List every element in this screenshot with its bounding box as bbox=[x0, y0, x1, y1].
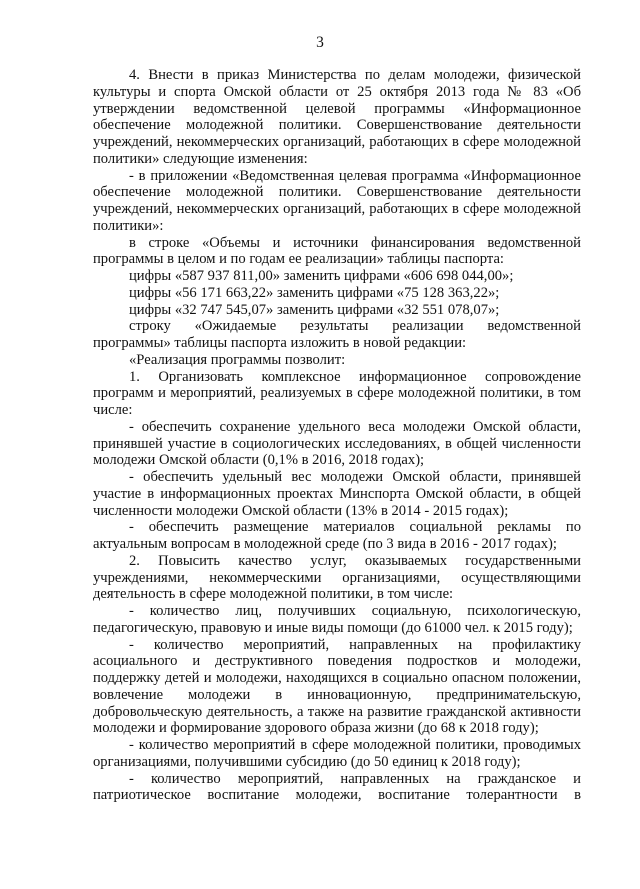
paragraph-goal-1-bullet-2: - обеспечить удельный вес молодежи Омской области, принявшей участие в информационных проектах Минспорта Омской области, в общей численности молодежи Омской области (13% в 2014 - 2015 годах); bbox=[93, 469, 581, 519]
paragraph-item-4: 4. Внести в приказ Министерства по делам молодежи, физической культуры и спорта Омской области от 25 октября 2013 года № 83 «Об утверждении ведомственной целевой программы «Информационное обеспечение молодежной политики. Совершенствование деятельности учреждений, некоммерческих организаций, работающих в сфере молодежной политики» следующие изменения: bbox=[93, 67, 581, 167]
paragraph-goal-2-bullet-1: - количество лиц, получивших социальную, психологическую, педагогическую, правовую и иные виды помощи (до 61000 чел. к 2015 году); bbox=[93, 603, 581, 636]
paragraph-goal-1: 1. Организовать комплексное информационное сопровождение программ и мероприятий, реализуемых в сфере молодежной политики, в том числе: bbox=[93, 368, 581, 418]
paragraph-goal-2-bullet-3: - количество мероприятий в сфере молодежной политики, проводимых организациями, получившими субсидию (до 50 единиц к 2018 году); bbox=[93, 737, 581, 770]
paragraph-program-allows: «Реализация программы позволит: bbox=[129, 351, 346, 368]
page-number: 3 bbox=[316, 34, 324, 51]
paragraph-appendix-intro: - в приложении «Ведомственная целевая программа «Информационное обеспечение молодежной политики. Совершенствование деятельности учреждений, некоммерческих организаций, работающих в сфере молодежной политики»: bbox=[93, 167, 581, 234]
paragraph-goal-1-bullet-3: - обеспечить размещение материалов социальной рекламы по актуальным вопросам в молодежной среде (по 3 вида в 2016 - 2017 годах); bbox=[93, 519, 581, 552]
paragraph-goal-2-bullet-2: - количество мероприятий, направленных на профилактику асоциального и деструктивного поведения подростков и молодежи, поддержку детей и молодежи, находящихся в социально опасном положении, вовлечение молодежи в инновационную, предпринимательскую, добровольческую деятельность, а также на развитие гражданской активности молодежи и формирование здорового образа жизни (до 68 к 2018 году); bbox=[93, 636, 581, 737]
document-body bbox=[93, 67, 581, 804]
paragraph-replace-figures-2: цифры «56 171 663,22» заменить цифрами «75 128 363,22»; bbox=[129, 284, 500, 301]
paragraph-goal-1-bullet-1: - обеспечить сохранение удельного веса молодежи Омской области, принявшей участие в социологических исследованиях, в общей численности молодежи Омской области (0,1% в 2016, 2018 годах); bbox=[93, 418, 581, 469]
paragraph-expected-results-row: строку «Ожидаемые результаты реализации ведомственной программы» таблицы паспорта изложить в новой редакции: bbox=[93, 318, 581, 351]
paragraph-funding-row: в строке «Объемы и источники финансирования ведомственной программы в целом и по годам ее реализации» таблицы паспорта: bbox=[93, 234, 581, 268]
paragraph-replace-figures-3: цифры «32 747 545,07» заменить цифрами «32 551 078,07»; bbox=[129, 301, 500, 318]
paragraph-goal-2: 2. Повысить качество услуг, оказываемых государственными учреждениями, некоммерческими организациями, осуществляющими деятельность в сфере молодежной политики, в том числе: bbox=[93, 552, 581, 603]
paragraph-goal-2-bullet-4: - количество мероприятий, направленных на гражданское и патриотическое воспитание молодежи, воспитание толерантности в bbox=[93, 770, 581, 804]
paragraph-replace-figures-1: цифры «587 937 811,00» заменить цифрами «606 698 044,00»; bbox=[129, 268, 514, 284]
